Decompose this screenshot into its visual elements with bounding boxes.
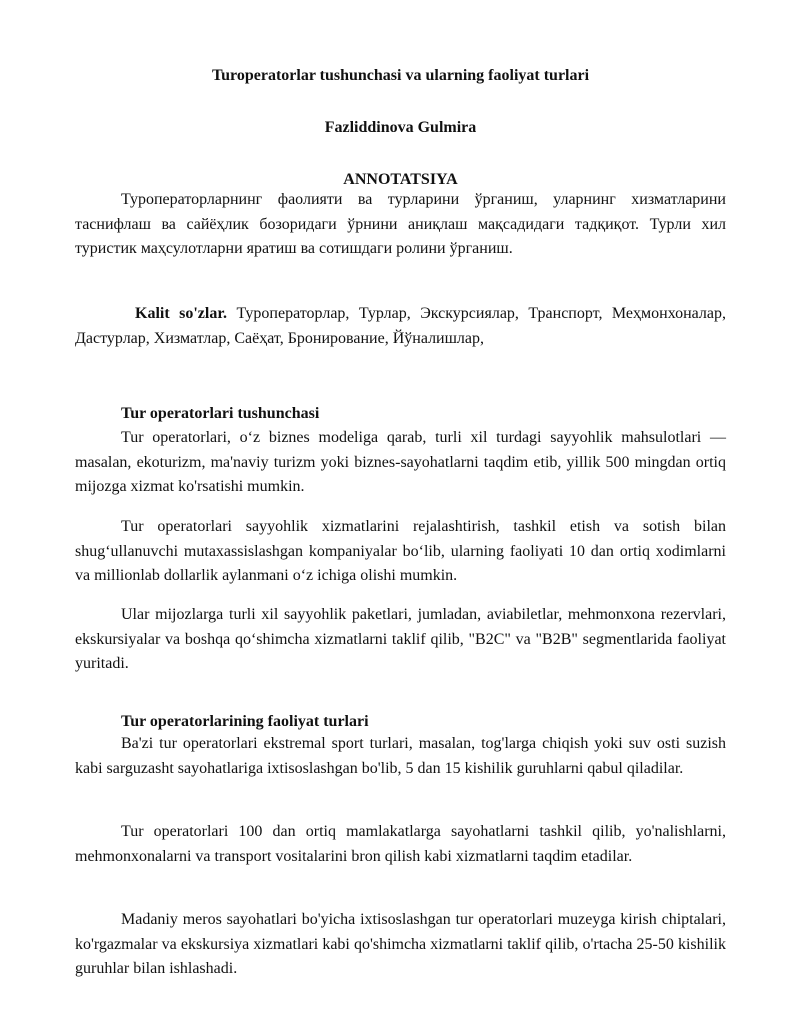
section1-paragraph-2: Tur operatorlari sayyohlik xizmatlarini rejalashtirish, tashkil etish va sotish bilan shug‘ullanuvchi mutaxassislashgan kompaniyalar bo‘lib, ularning faoliyati 10 dan ortiq xodimlarni va millionlab dollarlik aylanmani o‘z ichiga olishi mumkin.	[75, 518, 726, 585]
keywords-text: Туроператорлар, Турлар, Экскурсиялар, Транспорт, Меҳмонхоналар, Дастурлар, Хизматлар, Саёҳат, Бронирование, Йўналишлар,	[75, 305, 727, 347]
section2-paragraph-2: Tur operatorlari 100 dan ortiq mamlakatlarga sayohatlarni tashkil qilib, yo'nalishlarni, mehmonxonalarni va transport vositalarini bron qilish kabi xizmatlarni taqdim etadilar.	[75, 823, 726, 865]
document-title: Turoperatorlar tushunchasi va ularning faoliyat turlari	[211, 67, 590, 84]
section1-paragraph-3: Ular mijozlarga turli xil sayyohlik paketlari, jumladan, aviabiletlar, mehmonxona rezervlari, ekskursiyalar va boshqa qo‘shimcha xizmatlarni taklif qilib, "B2C" va "B2B" segmentlarida faoliyat yuritadi.	[75, 606, 726, 673]
keywords-paragraph	[75, 302, 726, 351]
annotation-heading: ANNOTATSIYA	[343, 171, 458, 188]
section1-paragraph-1: Tur operatorlari, o‘z biznes modeliga qarab, turli xil turdagi sayyohlik mahsulotlari — masalan, ekoturizm, ma'naviy turizm yoki biznes-sayohatlarni taqdim etib, yillik 500 mingdan ortiq mijozga xizmat ko'rsatishi mumkin.	[75, 429, 726, 496]
document-author: Fazliddinova Gulmira	[324, 119, 477, 136]
section1-heading: Tur operatorlari tushunchasi	[121, 405, 320, 422]
annotation-text: Туроператорларнинг фаолияти ва турларини ўрганиш, уларнинг хизматларини таснифлаш ва сайёҳлик бозоридаги ўрнини аниқлаш мақсадидаги тадқиқот. Турли хил туристик маҳсулотларни яратиш ва сотишдаги ролини ўрганиш.	[75, 191, 726, 258]
section2-paragraph-3: Madaniy meros sayohatlari bo'yicha ixtisoslashgan tur operatorlari muzeyga kirish chiptalari, ko'rgazmalar va ekskursiya xizmatlari kabi qo'shimcha xizmatlarni taklif qilib, o'rtacha 25-50 kishilik guruhlar bilan ishlashadi.	[75, 911, 726, 978]
section2-heading: Tur operatorlarining faoliyat turlari	[121, 713, 369, 730]
keywords-label: Kalit so'zlar.	[135, 305, 227, 322]
section2-paragraph-1: Ba'zi tur operatorlari ekstremal sport turlari, masalan, tog'larga chiqish yoki suv osti suzish kabi sarguzasht sayohatlariga ixtisoslashgan bo'lib, 5 dan 15 kishilik guruhlarni qabul qiladilar.	[75, 735, 726, 777]
